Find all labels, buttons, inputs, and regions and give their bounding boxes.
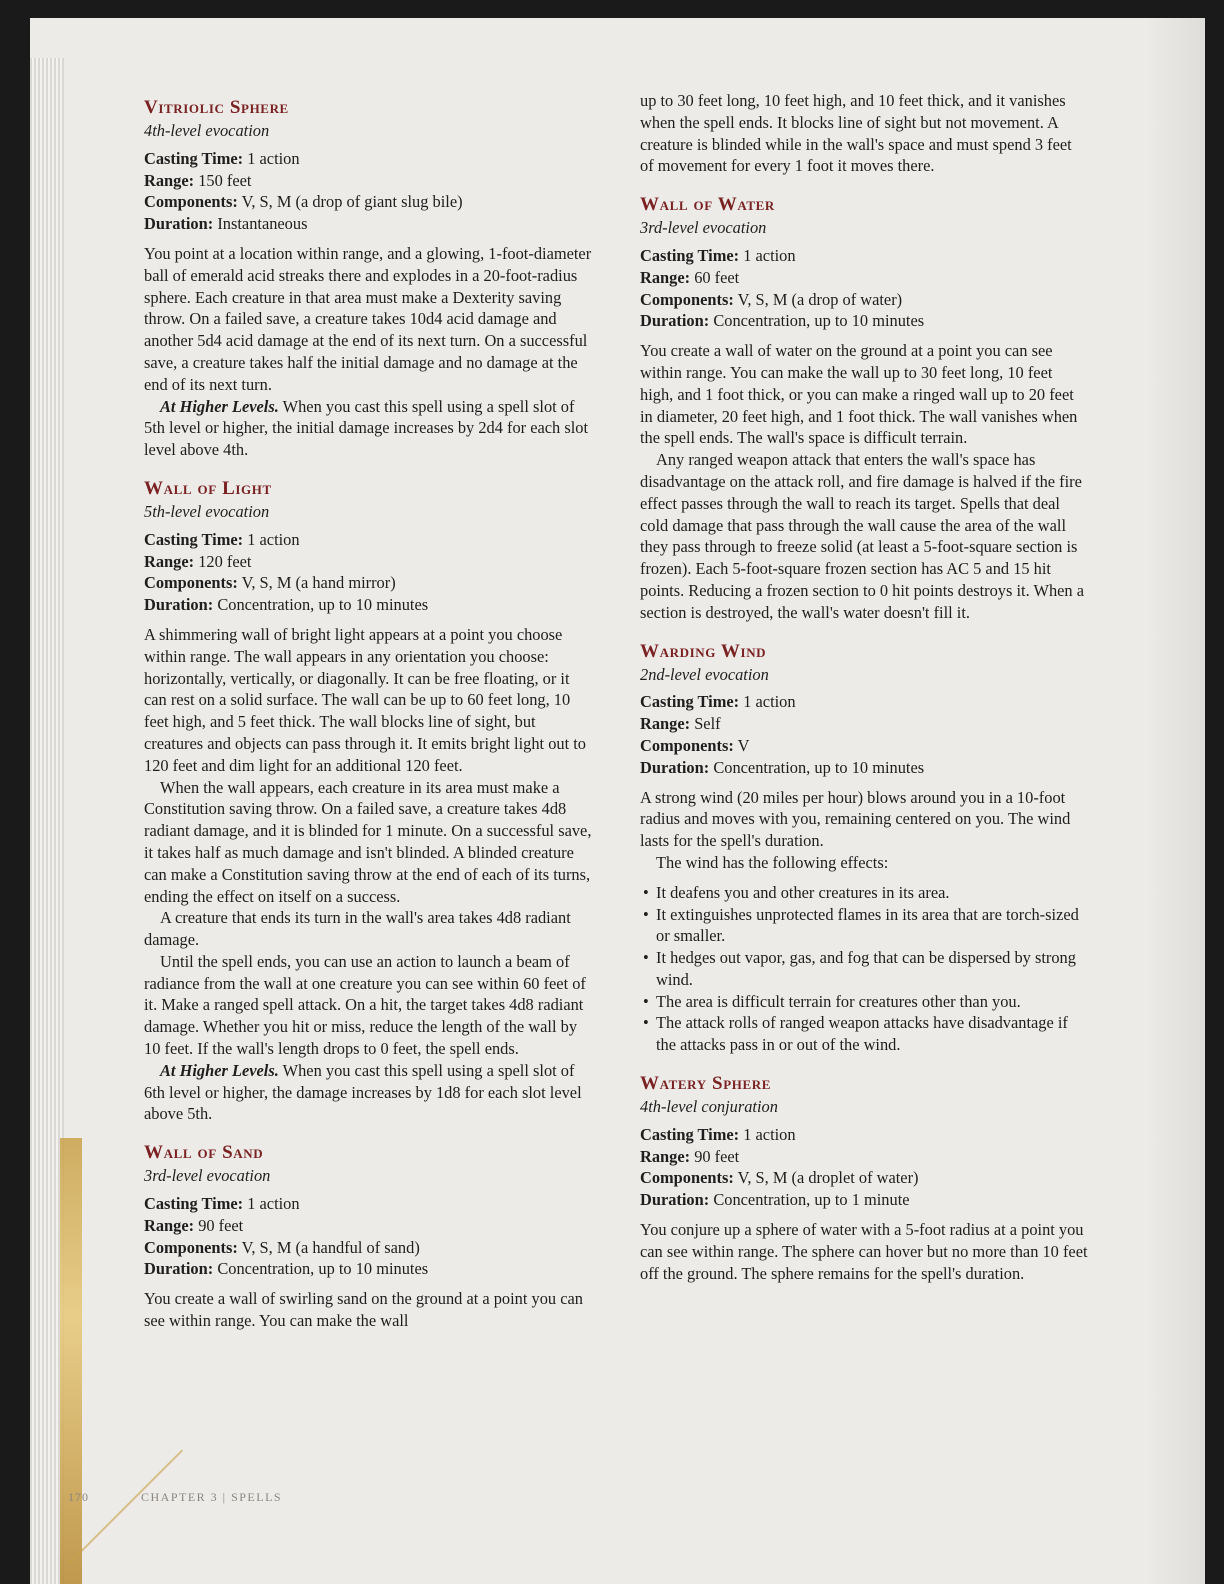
duration: Duration: Concentration, up to 10 minutes	[640, 311, 925, 331]
duration: Duration: Concentration, up to 10 minutes	[640, 757, 925, 777]
spell-description: The wind has the following effects:	[656, 852, 889, 872]
spell-wall-of-sand-continued	[640, 90, 1088, 177]
spell-vitriolic-sphere	[144, 96, 592, 461]
range: Range: 150 feet	[144, 170, 252, 190]
duration: Duration: Concentration, up to 10 minutes	[144, 595, 429, 615]
duration: Duration: Concentration, up to 1 minute	[640, 1190, 910, 1210]
duration: Duration: Instantaneous	[144, 214, 308, 234]
spell-title: Wall of Sand	[144, 1142, 264, 1164]
spell-level: 4th-level conjuration	[640, 1097, 778, 1117]
higher-levels: At Higher Levels. When you cast this spell using a spell slot of 6th level or higher, the damage increases by 1d8 for each slot level above 5th.	[144, 1060, 582, 1124]
spell-properties	[640, 245, 1088, 332]
spell-description: Any ranged weapon attack that enters the wall's space has disadvantage on the attack roll, and fire damage is halved if the fire effect passes through the wall to reach its target. Spells that deal cold damage that pass through the wall cause the area of the wall they pass through to freeze solid (at least a 5-foot-square section is frozen). Each 5-foot-square frozen section has AC 5 and 15 hit points. Reducing a frozen section to 0 hit points destroys it. When a section is destroyed, the wall's water doesn't fill it.	[640, 450, 1084, 622]
spell-description: Until the spell ends, you can use an action to launch a beam of radiance from the wall at one creature you can see within 60 feet of it. Make a ranged spell attack. On a hit, the target takes 4d8 radiant damage. Whether you hit or miss, reduce the length of the wall by 10 feet. If the wall's length drops to 0 feet, the spell ends.	[144, 951, 586, 1059]
binding-shadow	[1145, 18, 1205, 1584]
spell-level: 3rd-level evocation	[640, 218, 767, 238]
duration: Duration: Concentration, up to 10 minutes	[144, 1259, 429, 1279]
casting-time: Casting Time: 1 action	[640, 692, 796, 712]
list-item: • It hedges out vapor, gas, and fog that can be dispersed by strong wind.	[656, 947, 1088, 991]
range: Range: 120 feet	[144, 551, 252, 571]
casting-time: Casting Time: 1 action	[640, 1124, 796, 1144]
chapter-label: CHAPTER 3 | SPELLS	[141, 1490, 283, 1504]
components: Components: V, S, M (a drop of giant slug bile)	[144, 192, 463, 212]
spell-wall-of-light	[144, 477, 592, 1125]
spell-description: up to 30 feet long, 10 feet high, and 10 feet thick, and it vanishes when the spell ends. It blocks line of sight but not movement. A creature is blinded while in the wall's space and must spend 3 feet of movement for every 1 foot it moves there.	[640, 91, 1072, 176]
spell-level: 5th-level evocation	[144, 501, 270, 521]
spell-properties	[144, 1193, 592, 1280]
spell-description: A strong wind (20 miles per hour) blows around you in a 10-foot radius and moves with you, remaining centered on you. The wind lasts for the spell's duration.	[640, 787, 1071, 851]
gold-border-ornament	[60, 1138, 82, 1584]
spell-description: A shimmering wall of bright light appears at a point you choose within range. The wall appears in any orientation you choose: horizontally, vertically, or diagonally. It can be free floating, or it can rest on a solid surface. The wall can be up to 60 feet long, 10 feet high, and 5 feet thick. The wall blocks line of sight, but creatures and objects can pass through it. It emits bright light out to 120 feet and dim light for an additional 120 feet.	[144, 624, 586, 775]
components: Components: V, S, M (a handful of sand)	[144, 1237, 420, 1257]
list-item: • The area is difficult terrain for creatures other than you.	[656, 991, 1088, 1013]
spell-title: Watery Sphere	[640, 1073, 771, 1095]
higher-levels: At Higher Levels. When you cast this spell using a spell slot of 5th level or higher, the initial damage increases by 2d4 for each slot level above 4th.	[144, 396, 589, 460]
casting-time: Casting Time: 1 action	[144, 1194, 300, 1214]
spell-properties	[144, 148, 592, 235]
range: Range: Self	[640, 714, 721, 734]
range: Range: 90 feet	[144, 1215, 244, 1235]
components: Components: V, S, M (a droplet of water)	[640, 1168, 919, 1188]
components: Components: V	[640, 735, 750, 755]
spell-description: You conjure up a sphere of water with a 5-foot radius at a point you can see within range. The sphere can hover but no more than 10 feet off the ground. The sphere remains for the spell's duration.	[640, 1220, 1088, 1283]
spell-title: Wall of Water	[640, 194, 775, 216]
spell-wall-of-sand	[144, 1141, 592, 1332]
spell-title: Warding Wind	[640, 640, 767, 662]
range: Range: 60 feet	[640, 267, 740, 287]
spell-description: A creature that ends its turn in the wall's area takes 4d8 radiant damage.	[144, 908, 571, 950]
list-item: • It extinguishes unprotected flames in its area that are torch-sized or smaller.	[656, 904, 1088, 948]
page-number: 170	[68, 1490, 89, 1504]
spell-description: When the wall appears, each creature in its area must make a Constitution saving throw. On a failed save, a creature takes 4d8 radiant damage, and it is blinded for 1 minute. On a successful save, it takes half as much damage and isn't blinded. A blinded creature can make a Constitution saving throw at the end of each of its turns, ending the effect on itself on a success.	[144, 777, 592, 906]
spell-warding-wind	[640, 640, 1088, 1057]
page-edges	[30, 58, 64, 1584]
spell-level: 2nd-level evocation	[640, 664, 769, 684]
gold-diagonal-ornament	[69, 1449, 184, 1564]
spell-properties	[640, 1124, 1088, 1211]
components: Components: V, S, M (a hand mirror)	[144, 573, 396, 593]
left-column	[144, 96, 592, 1348]
spell-description: You point at a location within range, and a glowing, 1-foot-diameter ball of emerald acid streaks there and explodes in a 20-foot-radius sphere. Each creature in that area must make a Dexterity saving throw. On a failed save, a creature takes 10d4 acid damage and another 5d4 acid damage at the end of its next turn. On a successful save, a creature takes half the initial damage and no damage at the end of its next turn.	[144, 243, 592, 394]
range: Range: 90 feet	[640, 1146, 740, 1166]
right-column	[640, 90, 1088, 1300]
spell-watery-sphere	[640, 1072, 1088, 1284]
spell-properties	[144, 529, 592, 616]
list-item: • The attack rolls of ranged weapon attacks have disadvantage if the attacks pass in or out of the wind.	[656, 1012, 1088, 1056]
page-footer	[68, 1490, 282, 1505]
spell-wall-of-water	[640, 193, 1088, 623]
spell-level: 4th-level evocation	[144, 121, 270, 140]
spell-level: 3rd-level evocation	[144, 1166, 271, 1186]
spell-title: Vitriolic Sphere	[144, 97, 289, 118]
spell-description: You create a wall of water on the ground at a point you can see within range. You can make the wall up to 30 feet long, 10 feet high, and 1 foot thick, or you can make a ringed wall up to 20 feet in diameter, 20 feet high, and 1 foot thick. The wall vanishes when the spell ends. The wall's space is difficult terrain.	[640, 341, 1078, 448]
spell-description: You create a wall of swirling sand on the ground at a point you can see within range. You can make the wall	[144, 1289, 583, 1331]
effects-list	[640, 882, 1088, 1056]
spell-properties	[640, 691, 1088, 778]
casting-time: Casting Time: 1 action	[144, 148, 300, 168]
casting-time: Casting Time: 1 action	[640, 245, 796, 265]
casting-time: Casting Time: 1 action	[144, 529, 300, 549]
spell-title: Wall of Light	[144, 477, 272, 499]
list-item: • It deafens you and other creatures in its area.	[656, 882, 1088, 904]
components: Components: V, S, M (a drop of water)	[640, 289, 903, 309]
